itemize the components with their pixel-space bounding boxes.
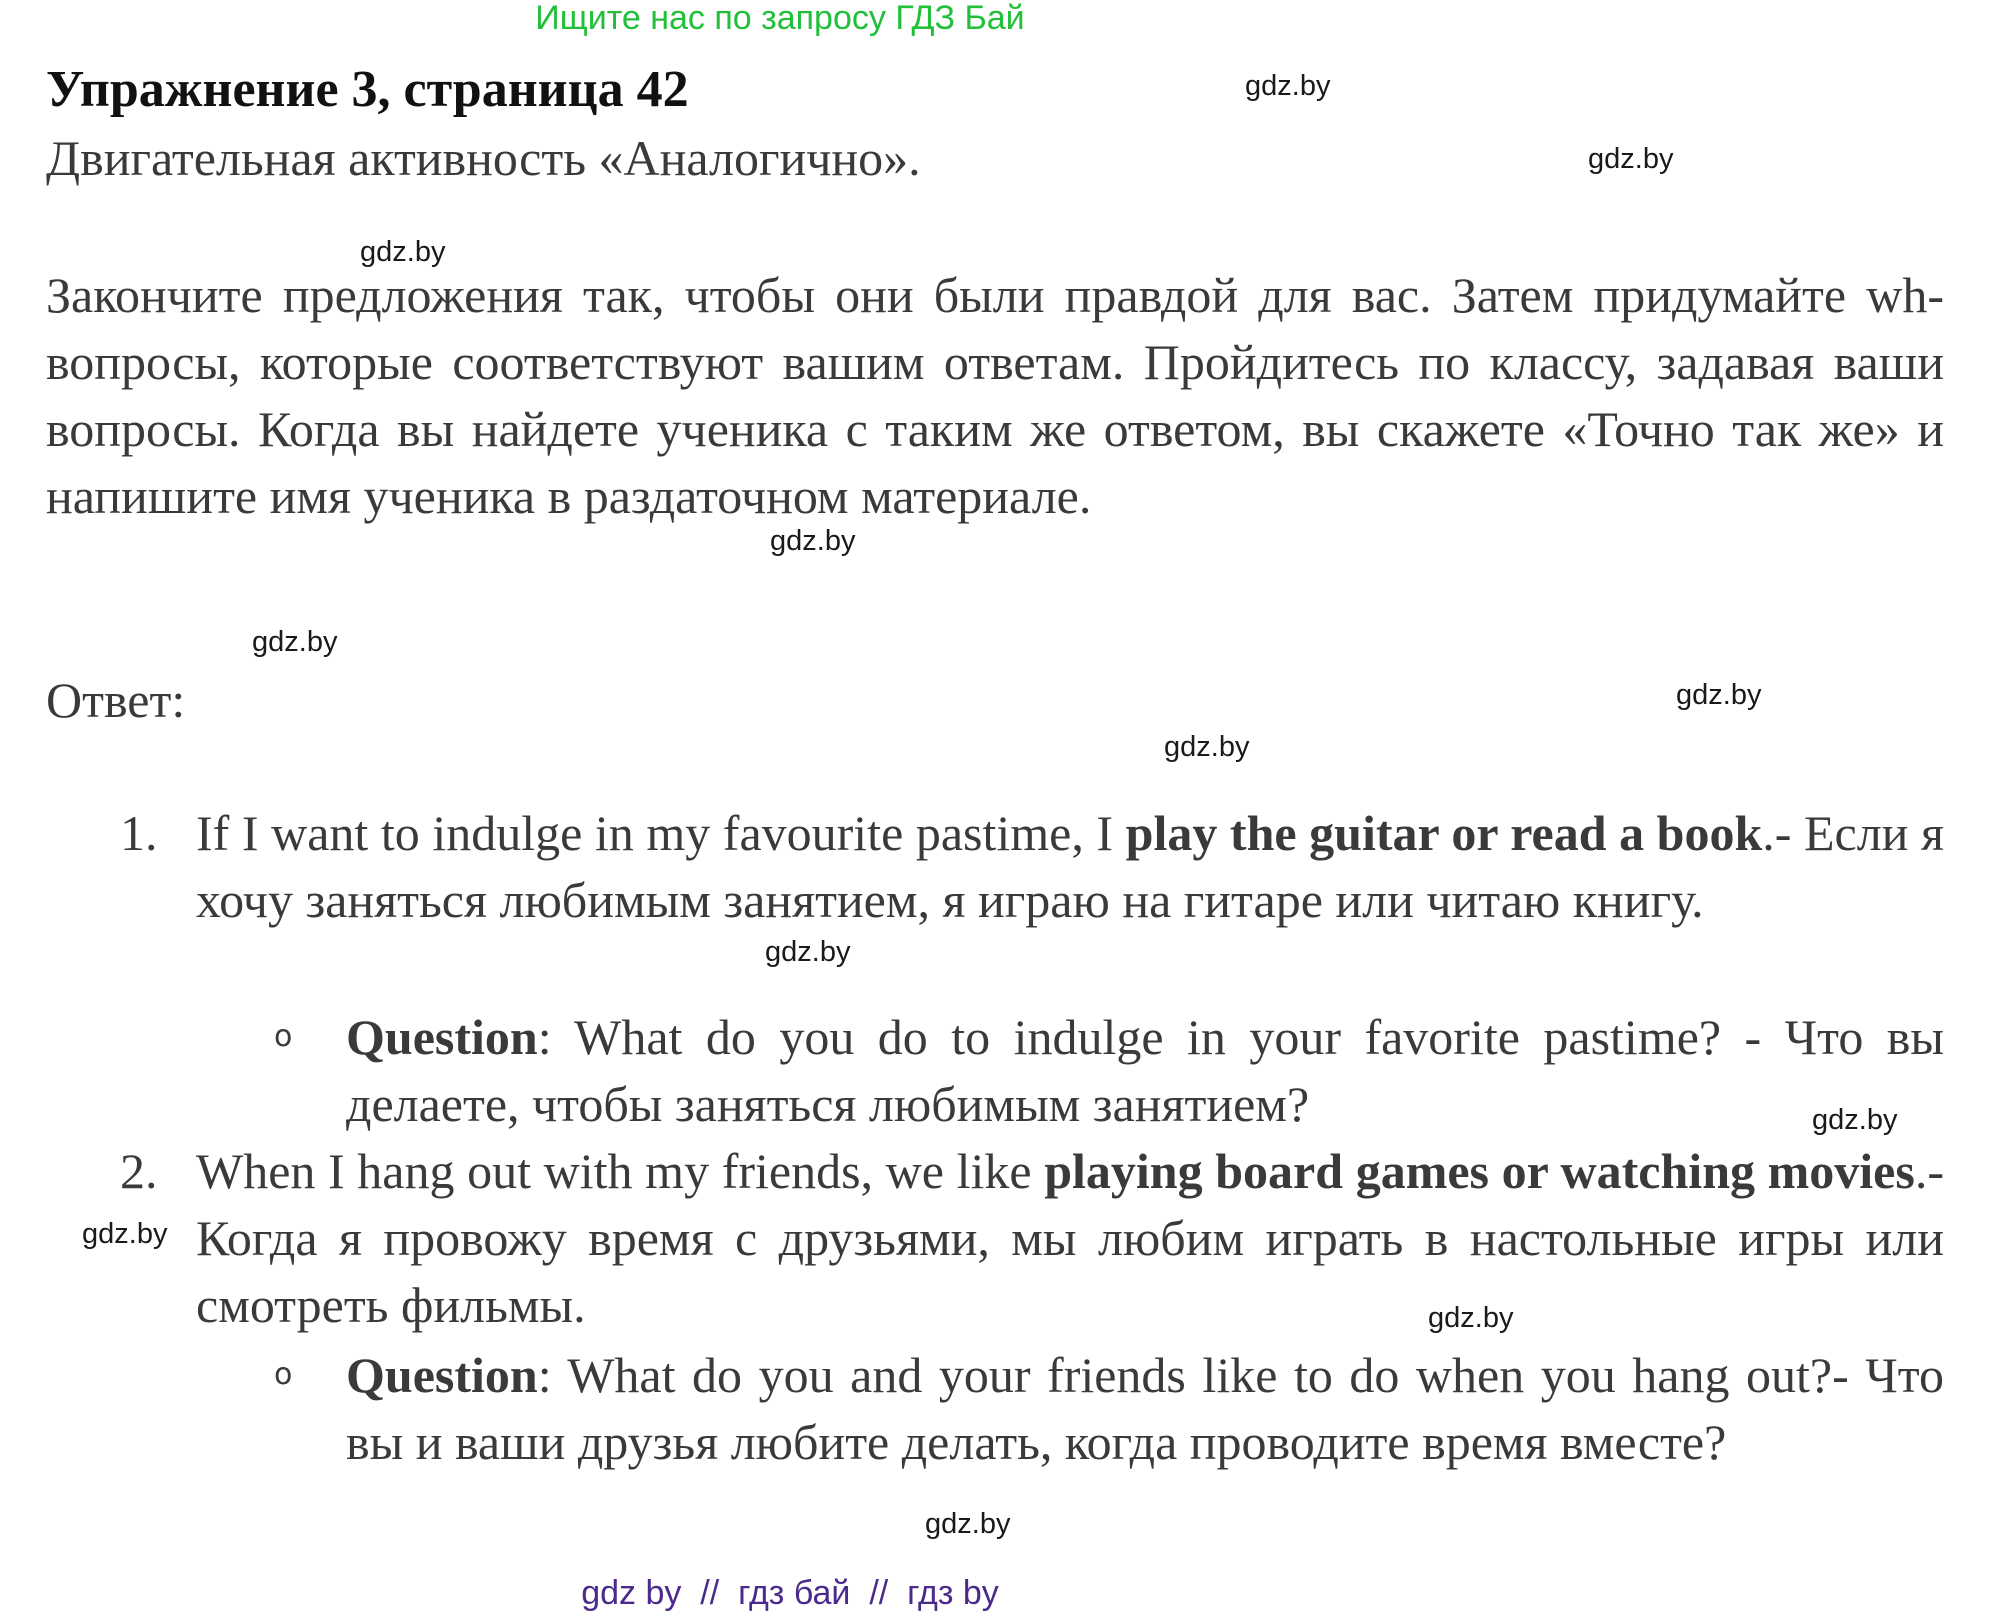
item-number: 2.: [120, 1143, 158, 1199]
answer-item-1: [196, 800, 1944, 934]
question-label: Question: [346, 1009, 538, 1065]
watermark: gdz.by: [1428, 1302, 1514, 1334]
answer-lead: If I want to indulge in my favourite pastime, I: [196, 805, 1126, 861]
question-1: [346, 1004, 1944, 1138]
question-text: : What do you and your friends like to do when you hang out?- Что вы и ваши друзья любите делать, когда проводите время вместе?: [346, 1347, 1944, 1470]
answer-tail: .- Если я хочу заняться любимым занятием, я играю на гитаре или читаю книгу.: [196, 805, 1944, 928]
bullet-icon: o: [274, 1019, 293, 1054]
watermark: gdz.by: [252, 626, 338, 658]
footer-links[interactable]: gdz by // гдз бай // гдз by: [581, 1574, 999, 1612]
answer-tail: .- Когда я провожу время с друзьями, мы любим играть в настольные игры или смотреть фильмы.: [196, 1143, 1944, 1333]
watermark: gdz.by: [1245, 70, 1331, 102]
question-label: Question: [346, 1347, 538, 1403]
exercise-title: Упражнение 3, страница 42: [46, 61, 689, 118]
top-banner[interactable]: Ищите нас по запросу ГДЗ Бай: [535, 0, 1025, 37]
answer-bold: play the guitar or read a book: [1125, 805, 1763, 861]
answer-label: Ответ:: [46, 672, 186, 728]
answer-lead: When I hang out with my friends, we like: [196, 1143, 1045, 1199]
question-text: : What do you do to indulge in your favorite pastime? - Что вы делаете, чтобы заняться любимым занятием?: [346, 1009, 1944, 1132]
answer-item-2: [196, 1138, 1944, 1339]
watermark: gdz.by: [1812, 1104, 1898, 1136]
bullet-icon: o: [274, 1357, 293, 1392]
watermark: gdz.by: [770, 525, 856, 557]
task-text: Закончите предложения так, чтобы они были правдой для вас. Затем придумайте wh-вопросы, которые соответствуют вашим ответам. Пройдитесь по классу, задавая ваши вопросы. Когда вы найдете ученика с таким же ответом, вы скажете «Точно так же» и напишите имя ученика в раздаточном материале.: [46, 267, 1944, 524]
watermark: gdz.by: [925, 1508, 1011, 1540]
watermark: gdz.by: [1588, 143, 1674, 175]
question-2: [346, 1342, 1944, 1476]
watermark: gdz.by: [765, 936, 851, 968]
watermark: gdz.by: [82, 1218, 168, 1250]
watermark: gdz.by: [1676, 679, 1762, 711]
answer-bold: playing board games or watching movies: [1044, 1143, 1915, 1199]
watermark: gdz.by: [360, 236, 446, 268]
exercise-subtitle: Двигательная активность «Аналогично».: [46, 130, 921, 186]
item-number: 1.: [120, 805, 158, 861]
watermark: gdz.by: [1164, 731, 1250, 763]
